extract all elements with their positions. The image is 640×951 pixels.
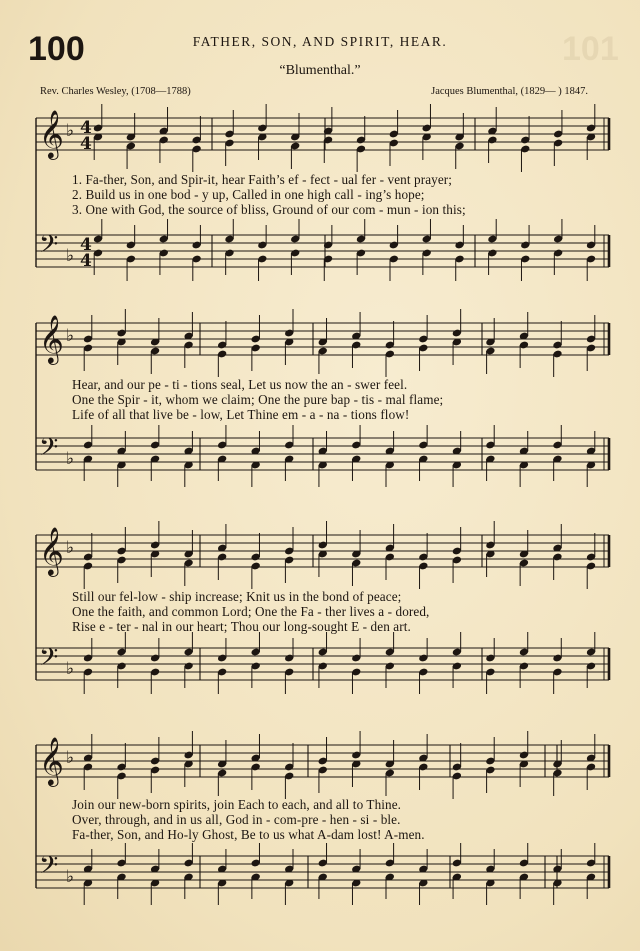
treble-clef-icon: 𝄞 [39, 314, 64, 363]
flat-icon: ♭ [66, 538, 75, 558]
flat-icon: ♭ [66, 449, 75, 469]
lyric-s4-v2: Over, through, and in us all, God in - com-pre - hen - si - ble. [72, 812, 401, 827]
hymn-title: FATHER, SON, AND SPIRIT, HEAR. [192, 34, 448, 49]
bleed-through-number: 101 [562, 30, 619, 68]
time-signature-digit: 4 [80, 235, 92, 255]
lyric-s3-v2: One the faith, and common Lord; One the Fa - ther lives a - dored, [72, 604, 430, 619]
lyric-s2-v2: One the Spir - it, whom we claim; One the pure bap - tis - mal flame; [72, 392, 444, 407]
bass-clef-icon: 𝄢 [39, 230, 59, 265]
lyric-s2-v1: Hear, and our pe - ti - tions seal, Let us now the an - swer feel. [72, 377, 408, 392]
flat-icon: ♭ [66, 121, 75, 141]
tune-name: “Blumenthal.” [279, 63, 361, 78]
flat-icon: ♭ [66, 867, 75, 887]
lyric-s1-v2: 2. Build us in one bod - y up, Called in one high call - ing’s hope; [72, 187, 425, 202]
lyric-s1-v3: 3. One with God, the source of bliss, Ground of our com - mun - ion this; [72, 202, 466, 217]
time-signature-digit: 4 [80, 251, 92, 271]
treble-clef-icon: 𝄞 [39, 736, 64, 785]
lyric-s3-v1: Still our fel-low - ship increase; Knit us in the bond of peace; [72, 589, 402, 604]
flat-icon: ♭ [66, 659, 75, 679]
treble-clef-icon: 𝄞 [39, 109, 64, 158]
flat-icon: ♭ [66, 246, 75, 266]
lyric-s1-v1: 1. Fa-ther, Son, and Spir-it, hear Faith’s ef - fect - ual fer - vent prayer; [72, 172, 453, 187]
hymn-number: 100 [28, 30, 85, 68]
lyric-s2-v3: Life of all that live be - low, Let Thine em - a - na - tions flow! [72, 407, 410, 422]
time-signature-digit: 4 [80, 118, 92, 138]
flat-icon: ♭ [66, 748, 75, 768]
author-credit: Rev. Charles Wesley, (1708—1788) [40, 86, 191, 97]
bass-clef-icon: 𝄢 [39, 643, 59, 678]
treble-clef-icon: 𝄞 [39, 526, 64, 575]
lyric-s4-v3: Fa-ther, Son, and Ho-ly Ghost, Be to us what A-dam lost! A-men. [72, 827, 425, 842]
time-signature-digit: 4 [80, 134, 92, 154]
flat-icon: ♭ [66, 326, 75, 346]
lyric-s3-v3: Rise e - ter - nal in our heart; Thou our long-sought E - den art. [72, 619, 411, 634]
lyric-s4-v1: Join our new-born spirits, join Each to each, and all to Thine. [72, 797, 402, 812]
bass-clef-icon: 𝄢 [39, 433, 59, 468]
bass-clef-icon: 𝄢 [39, 851, 59, 886]
composer-credit: Jacques Blumenthal, (1829— ) 1847. [431, 86, 588, 97]
